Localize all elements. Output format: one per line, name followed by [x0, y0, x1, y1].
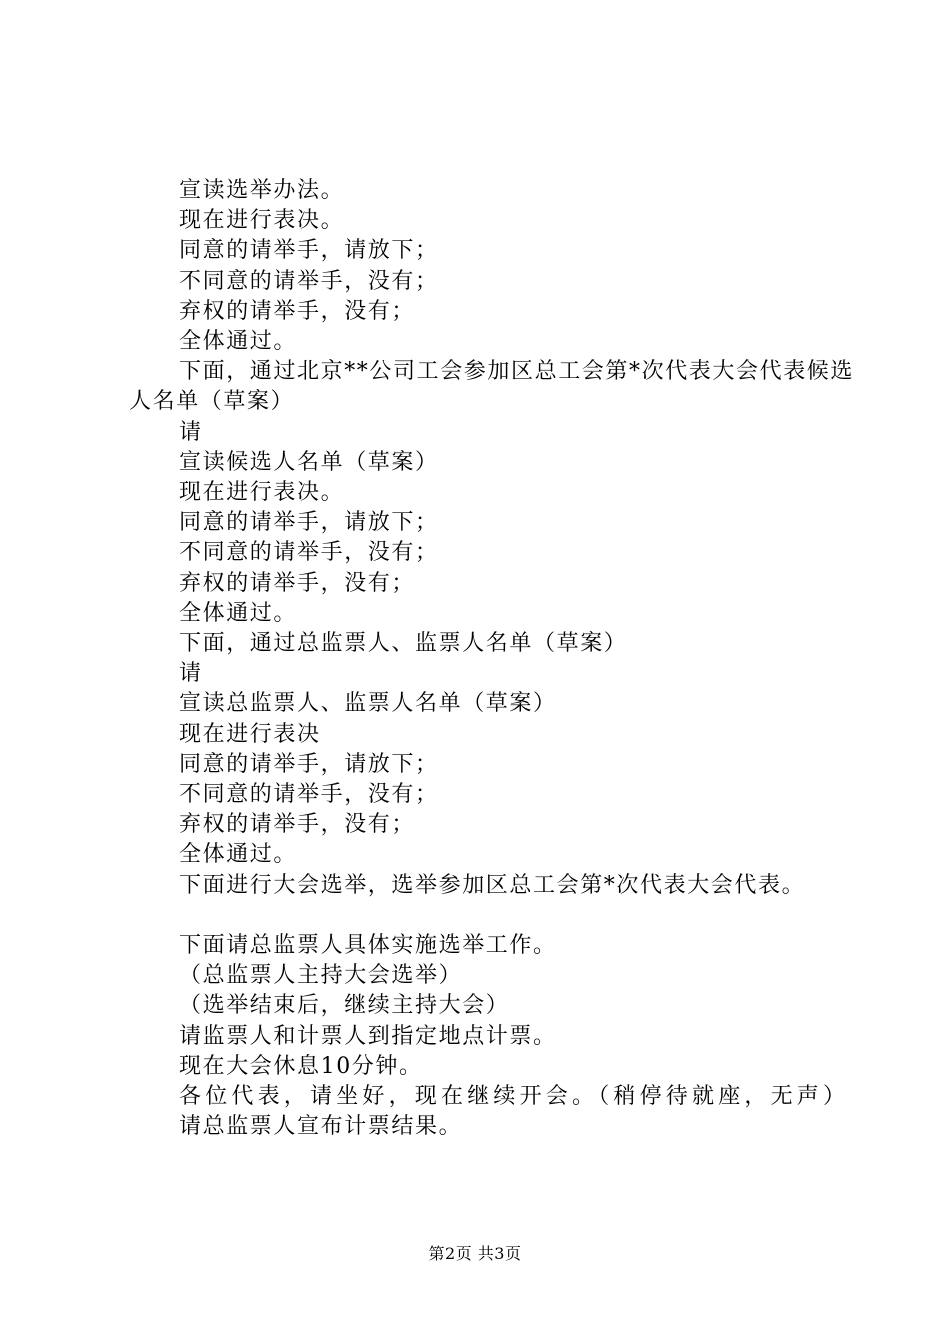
paragraph: 下面请总监票人具体实施选举工作。 [179, 933, 557, 959]
paragraph: 下面，通过北京**公司工会参加区总工会第*次代表大会代表候选人名单（草案） [129, 359, 855, 415]
paragraph: 现在大会休息10分钟。 [179, 1053, 423, 1079]
paragraph: 弃权的请举手，没有； [179, 570, 416, 596]
paragraph: 全体通过。 [179, 842, 298, 868]
paragraph: 宣读总监票人、监票人名单（草案） [179, 691, 557, 717]
paragraph: 不同意的请举手，没有； [179, 268, 439, 294]
paragraph: 同意的请举手，请放下； [179, 751, 439, 777]
paragraph: 不同意的请举手，没有； [179, 782, 439, 808]
paragraph: 请 [179, 661, 203, 687]
paragraph: 下面进行大会选举，选举参加区总工会第*次代表大会代表。 [179, 872, 806, 898]
paragraph: 现在进行表决。 [179, 208, 345, 234]
blank-line [129, 901, 869, 931]
paragraph: 下面，通过总监票人、监票人名单（草案） [179, 631, 628, 657]
paragraph: 不同意的请举手，没有； [179, 540, 439, 566]
document-body [129, 176, 869, 1142]
paragraph: （选举结束后，继续主持大会） [179, 993, 510, 1019]
paragraph: 同意的请举手，请放下； [179, 510, 439, 536]
paragraph: 同意的请举手，请放下； [179, 238, 439, 264]
paragraph: 各位代表，请坐好，现在继续开会。（稍停待就座，无声） [179, 1084, 850, 1110]
paragraph: 请 [179, 419, 203, 445]
paragraph: 现在进行表决。 [179, 480, 345, 506]
paragraph: 宣读候选人名单（草案） [179, 449, 439, 475]
page-footer: 第2页 共3页 [428, 1244, 522, 1263]
paragraph: 请监票人和计票人到指定地点计票。 [179, 1023, 557, 1049]
paragraph: 全体通过。 [179, 600, 298, 626]
paragraph: 请总监票人宣布计票结果。 [179, 1114, 463, 1140]
paragraph: 现在进行表决 [179, 721, 321, 747]
paragraph: 弃权的请举手，没有； [179, 298, 416, 324]
paragraph: （总监票人主持大会选举） [179, 963, 463, 989]
paragraph: 宣读选举办法。 [179, 178, 345, 203]
paragraph: 弃权的请举手，没有； [179, 812, 416, 838]
paragraph: 全体通过。 [179, 329, 298, 355]
